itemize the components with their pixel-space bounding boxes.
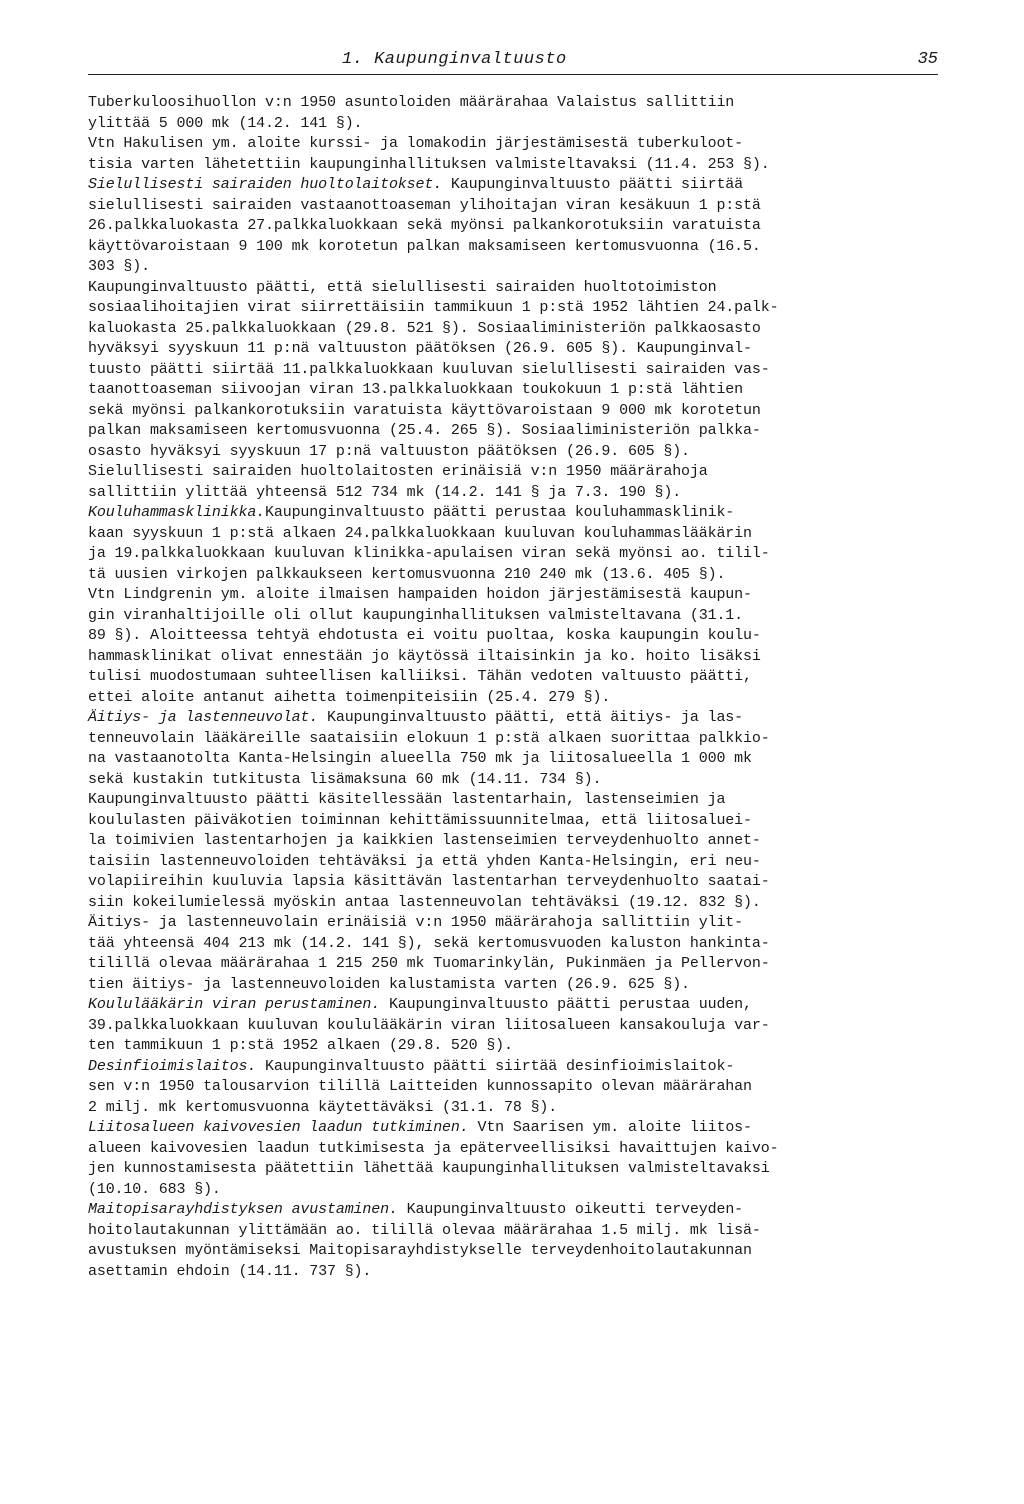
- text-segment: osasto hyväksyi syyskuun 17 p:nä valtuuston päätöksen (26.9. 605 §).: [88, 442, 690, 460]
- text-line: [88, 1139, 948, 1160]
- page-number: 35: [917, 50, 938, 69]
- running-title: 1. Kaupunginvaltuusto: [342, 50, 567, 69]
- text-line: [88, 790, 948, 811]
- text-line: [88, 1241, 948, 1262]
- text-line: [88, 1118, 948, 1139]
- text-segment: tenneuvolain lääkäreille saataisiin elokuun 1 p:stä alkaen suorittaa palkkio-: [88, 729, 770, 747]
- text-segment: Vtn Lindgrenin ym. aloite ilmaisen hampaiden hoidon järjestämisestä kaupun-: [88, 586, 752, 603]
- text-line: [88, 544, 948, 565]
- text-line: [88, 831, 948, 852]
- text-line: [88, 770, 948, 791]
- text-segment: Kaupunginvaltuusto päätti, että sielullisesti sairaiden huoltotoimiston: [88, 278, 717, 296]
- text-line: [88, 934, 948, 955]
- page-header: [88, 50, 938, 75]
- text-line: [88, 1159, 948, 1180]
- text-segment: palkan maksamiseen kertomusvuonna (25.4. 265 §). Sosiaaliministeriön palkka-: [88, 422, 761, 439]
- text-segment: taanottoaseman siivoojan viran 13.palkkaluokkaan toukokuun 1 p:stä lähtien: [88, 381, 744, 398]
- section-heading: Desinfioimislaitos.: [88, 1057, 257, 1075]
- text-segment: Tuberkuloosihuollon v:n 1950 asuntoloiden määrärahaa Valaistus sallittiin: [88, 94, 735, 111]
- text-segment: (10.10. 683 §).: [88, 1180, 221, 1198]
- text-line: [88, 93, 948, 114]
- text-line: [88, 442, 948, 463]
- text-line: [88, 729, 948, 750]
- text-segment: tisia varten lähetettiin kaupunginhallituksen valmisteltavaksi (11.4. 253 §).: [88, 155, 770, 173]
- section-heading: Kouluhammasklinikka.: [88, 504, 266, 521]
- text-line: [88, 114, 948, 135]
- text-line: [88, 954, 948, 975]
- text-line: [88, 462, 948, 483]
- text-line: [88, 893, 948, 914]
- text-line: [88, 134, 948, 155]
- text-line: [88, 483, 948, 504]
- text-segment: Vtn Hakulisen ym. aloite kurssi- ja lomakodin järjestämisestä tuberkuloot-: [88, 135, 744, 152]
- text-segment: la toimivien lastentarhojen ja kaikkien lastenseimien terveydenhuolto annet-: [88, 832, 761, 849]
- text-line: [88, 749, 948, 770]
- text-line: [88, 1221, 948, 1242]
- text-segment: 2 milj. mk kertomusvuonna käytettäväksi (31.1. 78 §).: [88, 1098, 558, 1116]
- text-segment: siin kokeilumielessä myöskin antaa lastenneuvolan tehtäväksi (19.12. 832 §).: [88, 893, 761, 911]
- text-line: [88, 216, 948, 237]
- text-line: [88, 872, 948, 893]
- text-segment: hammasklinikat olivat ennestään jo käytössä iltaisinkin ja ko. hoito lisäksi: [88, 647, 761, 665]
- text-line: [88, 811, 948, 832]
- text-segment: jen kunnostamisesta päätettiin lähettää kaupunginhallituksen valmisteltavaksi: [88, 1160, 770, 1177]
- text-line: [88, 524, 948, 545]
- text-line: [88, 1057, 948, 1078]
- text-segment: 26.palkkaluokasta 27.palkkaluokkaan sekä myönsi palkankorotuksiin varatuista: [88, 217, 761, 234]
- text-line: [88, 257, 948, 278]
- text-line: [88, 688, 948, 709]
- text-segment: hoitolautakunnan ylittämään ao. tilillä olevaa määrärahaa 1.5 milj. mk lisä-: [88, 1221, 761, 1239]
- text-segment: sekä kustakin tutkitusta lisämaksuna 60 mk (14.11. 734 §).: [88, 770, 602, 788]
- section-heading: Maitopisarayhdistyksen avustaminen.: [88, 1201, 398, 1218]
- text-segment: kaan syyskuun 1 p:stä alkaen 24.palkkaluokkaan kuuluvan kouluhammaslääkärin: [88, 524, 752, 542]
- text-segment: käyttövaroistaan 9 100 mk korotetun palkan maksamiseen kertomusvuonna (16.5.: [88, 237, 761, 255]
- section-heading: Liitosalueen kaivovesien laadun tutkiminen.: [88, 1119, 469, 1136]
- text-line: [88, 1200, 948, 1221]
- text-segment: Vtn Saarisen ym. aloite liitos-: [468, 1119, 752, 1136]
- text-segment: tulisi muodostumaan suhteellisen kalliiksi. Tähän vedoten valtuusto päätti,: [88, 668, 752, 685]
- text-line: [88, 421, 948, 442]
- text-segment: na vastaanotolta Kanta-Helsingin alueella 750 mk ja liitosalueella 1 000 mk: [88, 750, 752, 767]
- text-segment: taisiin lastenneuvoloiden tehtäväksi ja että yhden Kanta-Helsingin, eri neu-: [88, 852, 761, 870]
- document-body: [88, 93, 948, 1282]
- section-heading: Äitiys- ja lastenneuvolat.: [88, 709, 319, 726]
- text-line: [88, 585, 948, 606]
- text-line: [88, 626, 948, 647]
- text-line: [88, 278, 948, 299]
- text-line: [88, 237, 948, 258]
- text-segment: sosiaalihoitajien virat siirrettäisiin tammikuun 1 p:stä 1952 lähtien 24.palk-: [88, 299, 779, 316]
- text-segment: Kaupunginvaltuusto päätti perustaa uuden,: [380, 996, 752, 1013]
- text-line: [88, 1098, 948, 1119]
- text-segment: Kaupunginvaltuusto päätti siirtää desinfioimislaitok-: [256, 1057, 735, 1075]
- text-line: [88, 1180, 948, 1201]
- text-segment: Kaupunginvaltuusto päätti siirtää: [442, 176, 744, 193]
- text-line: [88, 503, 948, 524]
- text-segment: tuusto päätti siirtää 11.palkkaluokkaan kuuluvan sielullisesti sairaiden vas-: [88, 360, 770, 378]
- text-line: [88, 380, 948, 401]
- text-line: [88, 1016, 948, 1037]
- text-segment: ettei aloite antanut aihetta toimenpiteisiin (25.4. 279 §).: [88, 688, 611, 706]
- text-segment: tää yhteensä 404 213 mk (14.2. 141 §), sekä kertomusvuoden kaluston hankinta-: [88, 934, 770, 952]
- text-line: [88, 155, 948, 176]
- text-segment: koululasten päiväkotien toiminnan kehittämissuunnitelmaa, että liitosaluei-: [88, 811, 752, 829]
- text-segment: 39.palkkaluokkaan kuuluvan koululääkärin viran liitosalueen kansakouluja var-: [88, 1016, 770, 1034]
- text-segment: sekä myönsi palkankorotuksiin varatuista käyttövaroistaan 9 000 mk korotetun: [88, 401, 761, 419]
- text-segment: sallittiin ylittää yhteensä 512 734 mk (14.2. 141 § ja 7.3. 190 §).: [88, 483, 682, 501]
- text-segment: volapiireihin kuuluvia lapsia käsittävän lastentarhan terveydenhuolto saatai-: [88, 873, 770, 890]
- text-segment: asettamin ehdoin (14.11. 737 §).: [88, 1262, 372, 1280]
- text-segment: 89 §). Aloitteessa tehtyä ehdotusta ei voitu puoltaa, koska kaupungin koulu-: [88, 627, 761, 644]
- text-segment: 303 §).: [88, 258, 150, 275]
- text-line: [88, 852, 948, 873]
- text-segment: alueen kaivovesien laadun tutkimisesta ja epäterveellisiksi havaittujen kaivo-: [88, 1139, 779, 1157]
- text-line: [88, 339, 948, 360]
- text-segment: sielullisesti sairaiden vastaanottoaseman ylihoitajan viran kesäkuun 1 p:stä: [88, 196, 761, 214]
- text-segment: tilillä olevaa määrärahaa 1 215 250 mk Tuomarinkylän, Pukinmäen ja Pellervon-: [88, 955, 770, 972]
- text-line: [88, 995, 948, 1016]
- text-line: [88, 401, 948, 422]
- text-segment: ylittää 5 000 mk (14.2. 141 §).: [88, 114, 363, 132]
- text-segment: Kaupunginvaltuusto päätti, että äitiys- ja las-: [318, 709, 744, 726]
- text-segment: avustuksen myöntämiseksi Maitopisarayhdistykselle terveydenhoitolautakunnan: [88, 1242, 752, 1259]
- text-line: [88, 360, 948, 381]
- text-line: [88, 667, 948, 688]
- text-line: [88, 708, 948, 729]
- text-line: [88, 1262, 948, 1283]
- text-segment: sen v:n 1950 talousarvion tilillä Laitteiden kunnossapito olevan määrärahan: [88, 1078, 752, 1095]
- text-segment: ten tammikuun 1 p:stä 1952 alkaen (29.8. 520 §).: [88, 1037, 513, 1054]
- text-segment: ja 19.palkkaluokkaan kuuluvan klinikka-apulaisen viran sekä myönsi ao. tilil-: [88, 545, 770, 562]
- text-line: [88, 196, 948, 217]
- text-segment: tä uusien virkojen palkkaukseen kertomusvuonna 210 240 mk (13.6. 405 §).: [88, 565, 726, 583]
- text-segment: Kaupunginvaltuusto päätti käsitellessään lastentarhain, lastenseimien ja: [88, 791, 726, 808]
- text-segment: Sielullisesti sairaiden huoltolaitosten erinäisiä v:n 1950 määrärahoja: [88, 463, 708, 480]
- text-line: [88, 565, 948, 586]
- text-line: [88, 1036, 948, 1057]
- text-line: [88, 319, 948, 340]
- text-line: [88, 975, 948, 996]
- text-segment: Kaupunginvaltuusto oikeutti terveyden-: [397, 1201, 744, 1218]
- text-line: [88, 298, 948, 319]
- section-heading: Koululääkärin viran perustaminen.: [88, 996, 381, 1013]
- text-segment: tien äitiys- ja lastenneuvoloiden kalustamista varten (26.9. 625 §).: [88, 975, 690, 993]
- text-line: [88, 175, 948, 196]
- section-heading: Sielullisesti sairaiden huoltolaitokset.: [88, 176, 443, 193]
- text-segment: gin viranhaltijoille oli ollut kaupunginhallituksen valmisteltavana (31.1.: [88, 606, 744, 624]
- text-segment: kaluokasta 25.palkkaluokkaan (29.8. 521 §). Sosiaaliministeriön palkkaosasto: [88, 319, 761, 337]
- text-line: [88, 647, 948, 668]
- text-line: [88, 606, 948, 627]
- text-segment: hyväksyi syyskuun 11 p:nä valtuuston päätöksen (26.9. 605 §). Kaupunginval-: [88, 340, 752, 357]
- text-line: [88, 913, 948, 934]
- text-line: [88, 1077, 948, 1098]
- text-segment: Äitiys- ja lastenneuvolain erinäisiä v:n 1950 määrärahoja sallittiin ylit-: [88, 914, 744, 931]
- text-segment: Kaupunginvaltuusto päätti perustaa kouluhammasklinik-: [265, 504, 735, 521]
